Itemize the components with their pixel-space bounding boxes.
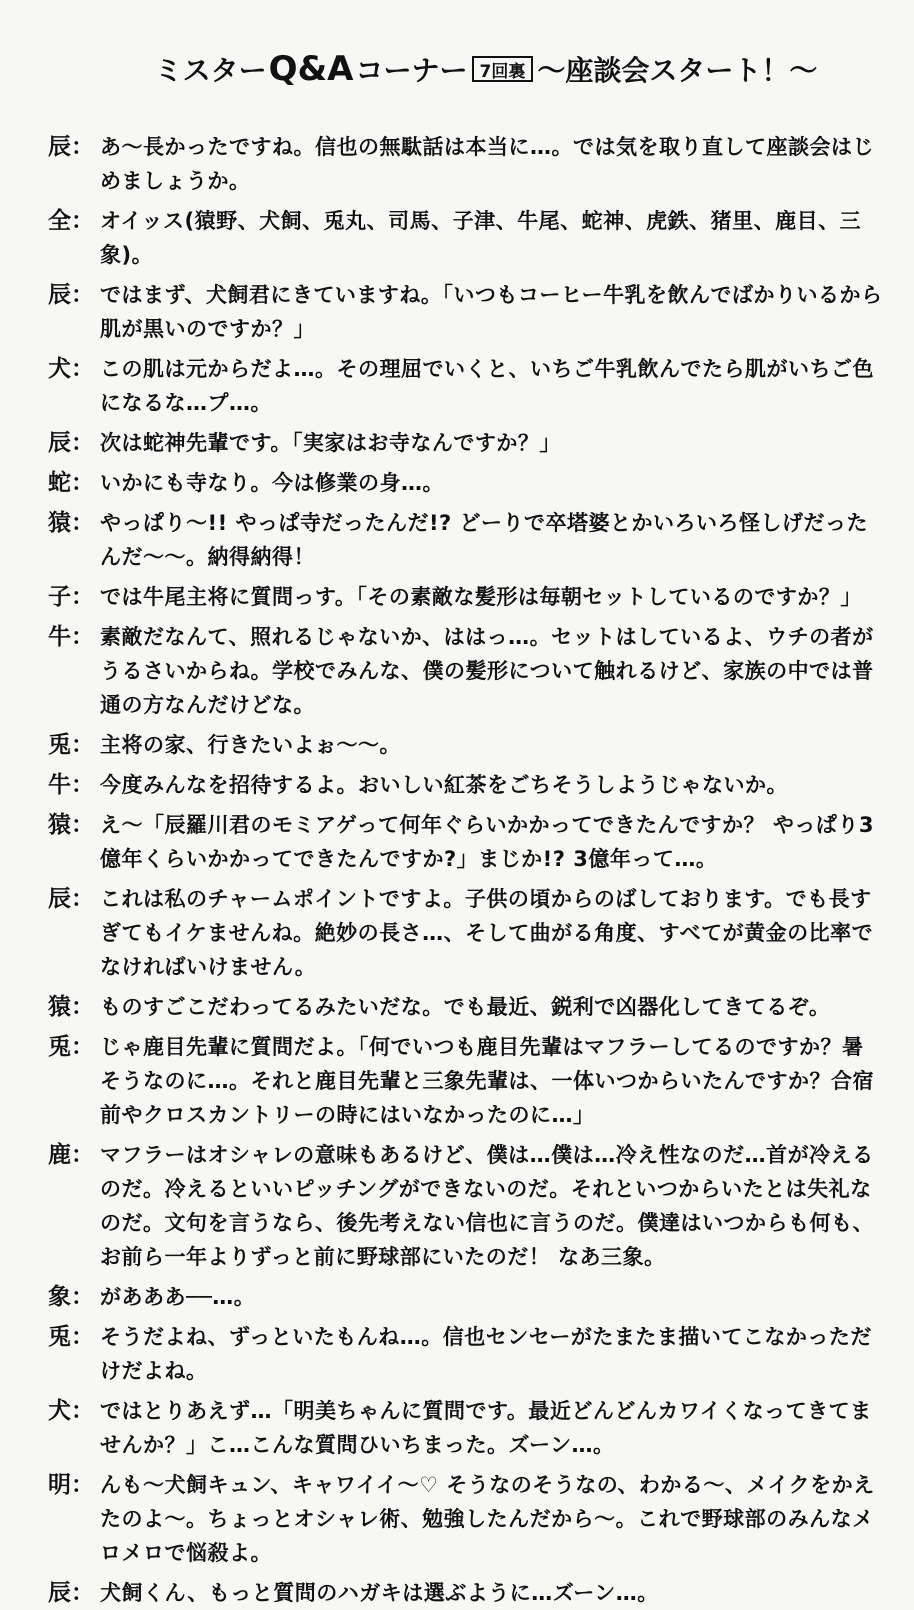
dialogue-line bbox=[48, 278, 884, 346]
dialogue-line bbox=[48, 1394, 884, 1462]
line-text: そうだよね、ずっといたもんね…。信也センセーがたまたま描いてこなかっただけだよね。 bbox=[100, 1325, 872, 1383]
speaker: 兎： bbox=[48, 1034, 94, 1060]
dialogue-line bbox=[48, 882, 884, 984]
dialogue-line bbox=[48, 506, 884, 574]
title-prefix: ミスター bbox=[154, 54, 267, 87]
line-text: やっぱり〜!! やっぱ寺だったんだ!? どーりで卒塔婆とかいろいろ怪しげだったんだ〜〜。納得納得！ bbox=[100, 511, 869, 569]
line-text: があああ──…。 bbox=[100, 1285, 256, 1309]
dialogue-list bbox=[48, 130, 884, 1610]
speaker: 牛： bbox=[48, 624, 94, 650]
dialogue-line bbox=[48, 728, 884, 762]
dialogue-line bbox=[48, 426, 884, 460]
dialogue-line bbox=[48, 1320, 884, 1388]
dialogue-line bbox=[48, 808, 884, 876]
speaker: 犬： bbox=[48, 356, 94, 382]
line-text: この肌は元からだよ…。その理屈でいくと、いちご牛乳飲んでたら肌がいちご色になるな…プ…。 bbox=[100, 357, 874, 415]
speaker: 猿： bbox=[48, 510, 94, 536]
line-text: 今度みんなを招待するよ。おいしい紅茶をごちそうしようじゃないか。 bbox=[100, 773, 788, 797]
dialogue-line bbox=[48, 466, 884, 500]
speaker: 明： bbox=[48, 1472, 94, 1498]
dialogue-line bbox=[48, 1138, 884, 1274]
line-text: んも〜犬飼キュン、キャワイイ〜♡ そうなのそうなの、わかる〜、メイクをかえたのよ〜。ちょっとオシャレ術、勉強したんだから〜。これで野球部のみんなメロメロで悩殺よ。 bbox=[100, 1473, 875, 1565]
speaker: 犬： bbox=[48, 1398, 94, 1424]
page-title bbox=[88, 48, 884, 90]
line-text: ものすごこだわってるみたいだな。でも最近、鋭利で凶器化してきてるぞ。 bbox=[100, 995, 831, 1019]
line-text: オイッス(猿野、犬飼、兎丸、司馬、子津、牛尾、蛇神、虎鉄、猪里、鹿目、三象)。 bbox=[100, 209, 862, 267]
line-text: え〜「辰羅川君のモミアゲって何年ぐらいかかってできたんですか？ やっぱり3億年くらいかかってできたんですか?」まじか!? 3億年って…。 bbox=[100, 813, 874, 871]
dialogue-line bbox=[48, 990, 884, 1024]
speaker: 象： bbox=[48, 1284, 94, 1310]
line-text: マフラーはオシャレの意味もあるけど、僕は…僕は…冷え性なのだ…首が冷えるのだ。冷えるといいピッチングができないのだ。それといつからいたとは失礼なのだ。文句を言うなら、後先考えない信也に言うのだ。僕達はいつからも何も、お前ら一年よりずっと前に野球部にいたのだ！ なあ三象。 bbox=[100, 1143, 874, 1269]
speaker: 鹿： bbox=[48, 1142, 94, 1168]
line-text: 主将の家、行きたいよぉ〜〜。 bbox=[100, 733, 401, 757]
dialogue-line bbox=[48, 768, 884, 802]
speaker: 子： bbox=[48, 584, 94, 610]
dialogue-line bbox=[48, 580, 884, 614]
line-text: これは私のチャームポイントですよ。子供の頃からのばしております。でも長すぎてもイケませんね。絶妙の長さ…、そして曲がる角度、すべてが黄金の比率でなければいけません。 bbox=[100, 887, 874, 979]
speaker: 辰： bbox=[48, 886, 94, 912]
dialogue-line bbox=[48, 1468, 884, 1570]
inning-badge: 7回裏 bbox=[472, 56, 534, 82]
speaker: 辰： bbox=[48, 430, 94, 456]
dialogue-line bbox=[48, 1030, 884, 1132]
line-text: 素敵だなんて、照れるじゃないか、ははっ…。セットはしているよ、ウチの者がうるさいからね。学校でみんな、僕の髪形について触れるけど、家族の中では普通の方なんだけどな。 bbox=[100, 625, 874, 717]
speaker: 辰： bbox=[48, 1580, 94, 1606]
dialogue-line bbox=[48, 1280, 884, 1314]
line-text: ではまず、犬飼君にきていますね。「いつもコーヒー牛乳を飲んでばかりいるから肌が黒いのですか？」 bbox=[100, 283, 883, 341]
dialogue-line bbox=[48, 204, 884, 272]
title-corner: コーナー bbox=[355, 54, 468, 87]
line-text: 次は蛇神先輩です。「実家はお寺なんですか？」 bbox=[100, 431, 561, 455]
line-text: では牛尾主将に質問っす。「その素敵な髪形は毎朝セットしているのですか？」 bbox=[100, 585, 862, 609]
speaker: 辰： bbox=[48, 134, 94, 160]
dialogue-line bbox=[48, 352, 884, 420]
line-text: じゃ鹿目先輩に質問だよ。「何でいつも鹿目先輩はマフラーしてるのですか？暑そうなのに…。それと鹿目先輩と三象先輩は、一体いつからいたんですか？合宿前やクロスカントリーの時にはいなかったのに…」 bbox=[100, 1035, 874, 1127]
speaker: 全： bbox=[48, 208, 94, 234]
line-text: ではとりあえず…「明美ちゃんに質問です。最近どんどんカワイくなってきてませんか？」こ…こんな質問ひいちまった。ズーン…。 bbox=[100, 1399, 872, 1457]
line-text: いかにも寺なり。今は修業の身…。 bbox=[100, 471, 444, 495]
speaker: 蛇： bbox=[48, 470, 94, 496]
title-qa: Q&A bbox=[268, 49, 354, 89]
dialogue-line bbox=[48, 620, 884, 722]
speaker: 牛： bbox=[48, 772, 94, 798]
speaker: 猿： bbox=[48, 812, 94, 838]
speaker: 兎： bbox=[48, 1324, 94, 1350]
speaker: 辰： bbox=[48, 282, 94, 308]
line-text: あ〜長かったですね。信也の無駄話は本当に…。では気を取り直して座談会はじめましょうか。 bbox=[100, 135, 874, 193]
line-text: 犬飼くん、もっと質問のハガキは選ぶように…ズーン…。 bbox=[100, 1581, 659, 1605]
speaker: 猿： bbox=[48, 994, 94, 1020]
title-suffix: 〜座談会スタート！〜 bbox=[537, 54, 818, 87]
speaker: 兎： bbox=[48, 732, 94, 758]
dialogue-line bbox=[48, 130, 884, 198]
dialogue-line bbox=[48, 1576, 884, 1610]
